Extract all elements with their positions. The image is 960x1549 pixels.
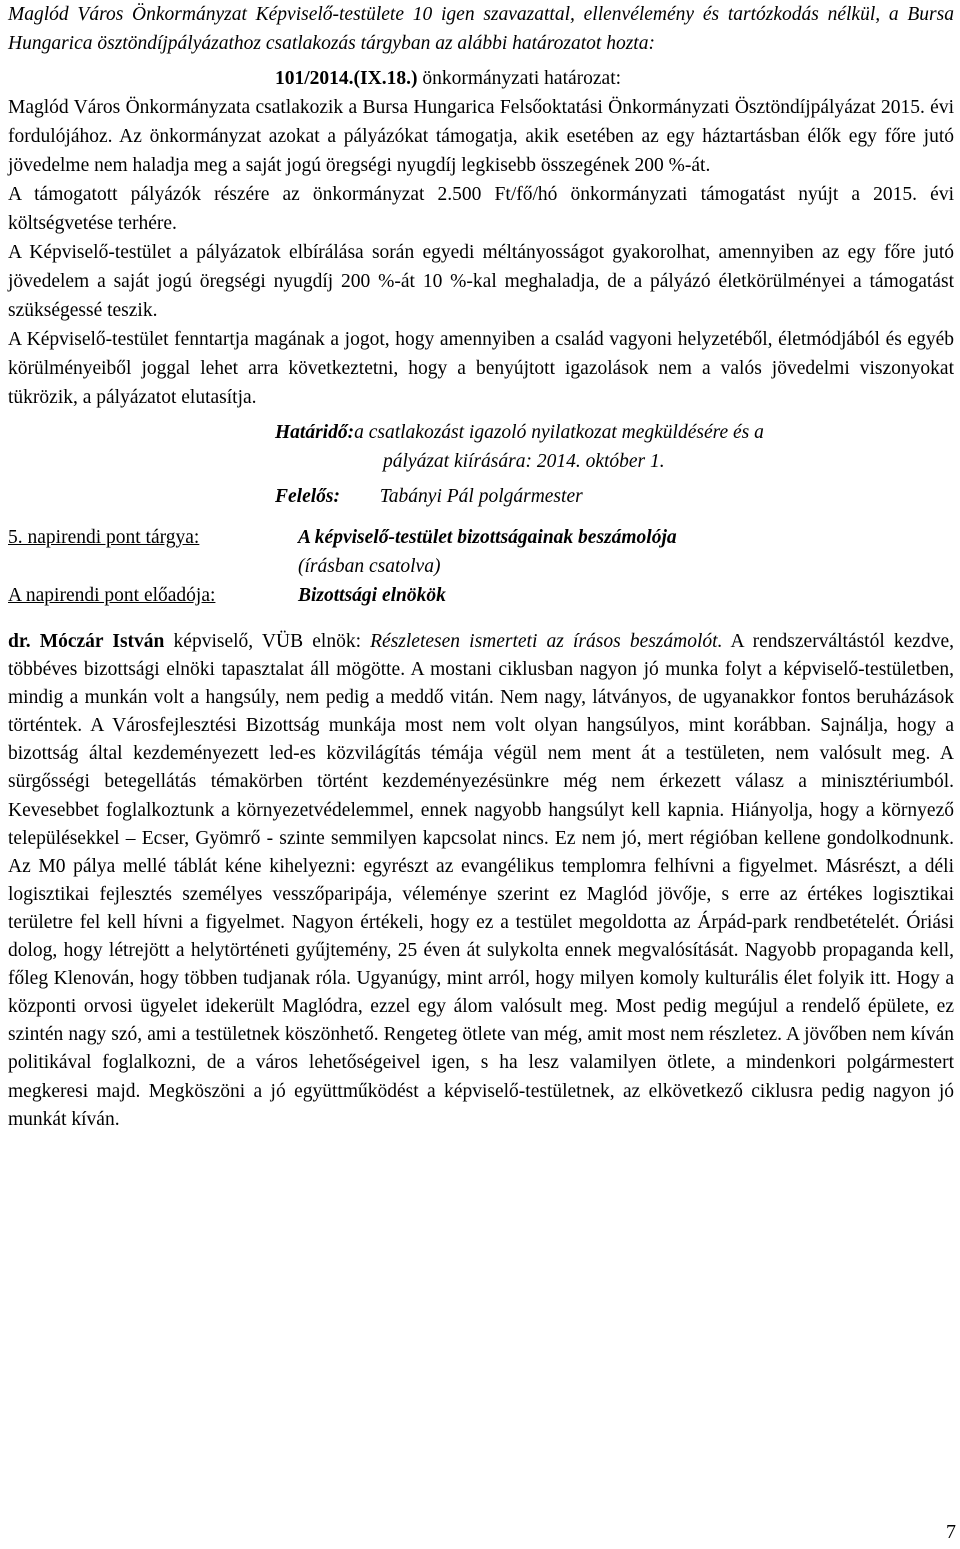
speaker-name: dr. Móczár István xyxy=(8,631,165,652)
deadline-continuation xyxy=(275,447,954,476)
minutes-paragraph xyxy=(8,628,954,1134)
agenda-item-row xyxy=(8,523,954,552)
agenda-item-note: (írásban csatolva) xyxy=(298,556,441,577)
decision-paragraph-3: A Képviselő-testület a pályázatok elbírálása során egyedi méltányosságot gyakorolhat, amennyiben az egy főre jutó jövedelem a saját jogú öregségi nyugdíj 200 %-át 10 %-kal meghaladja, de a pályázó életkörülményei a támogatást szükségessé teszik. xyxy=(8,242,954,321)
agenda-item-value: A képviselő-testület bizottságainak beszámolója xyxy=(298,527,677,548)
deadline-row xyxy=(275,418,954,447)
agenda-item-label-wrap xyxy=(8,523,298,552)
agenda-presenter-value: Bizottsági elnökök xyxy=(298,585,446,606)
agenda-presenter-label-wrap xyxy=(8,581,298,610)
agenda-presenter-label: A napirendi pont előadója: xyxy=(8,585,216,606)
page-number: 7 xyxy=(946,1521,956,1543)
deadline-label: Határidő: xyxy=(275,422,355,443)
speaker-text: A rendszerváltástól kezdve, többéves bizottsági elnöki tapasztalat áll mögötte. A mostani ciklusban nagyon jó munka folyt a képviselő-testületben, mindig a munkán volt a hangsúly, nem pedig a meddő vitán. Nem nagy, látványos, de ugyanakkor fontos beruházások történtek. A Városfejlesztési Bizottság munkája most nem volt olyan hangsúlyos, mint korábban. Sajnálja, hogy a bizottság által kezdeményezett led-es közvilágítás témája végül nem ment át a testületen, nem valósult meg. A sürgősségi betegellátás témakörben történt kezdeményezésünkre még nem érkezett válasz a minisztériumból. Kevesebbet foglalkoztunk a környezetvédelemmel, ennek nagyobb hangsúlyt kell kapnia. Hiányolja, hogy a környező településekkel – Ecser, Gyömrő - szinte semmilyen kapcsolat nincs. Ez nem jó, mert régióban kellene gondolkodnunk. Az M0 pálya mellé táblát kéne kihelyezni: egyrészt az evangélikus templomra felhívni a figyelmet. Másrészt, a déli logisztikai fejlesztés személyes vesszőparipája, véleménye szerint ez Maglód jövője, s erre az értékes logisztikai területre fel kell hívni a figyelmet. Nagyon értékeli, hogy ez a testület megoldotta az Árpád-park rendbetételét. Óriási dolog, hogy létrejött a helytörténeti gyűjtemény, 25 éven át sulykolta ennek megvalósítását. Nagyobb propaganda kell, főleg Klenován, hogy többen tudjanak róla. Ugyanúgy, mint arról, hogy milyen komoly kulturális élet folyik itt. Hogy a központi orvosi ügyelet idekerült Maglódra, ezzel egy álom valósult meg. Most pedig megújul a rendelő épülete, ez szintén nagy szó, ami a testületnek köszönhető. Rengeteg ötlete van még, amit most nem részletez. A jövőben nem kíván politikával foglalkozni, de a város lehetőségeivel igen, s ha lesz valamilyen ötlete, a mindenkori polgármestert megkeresi majd. Megköszöni a jó együttműködést a képviselő-testületnek, az elkövetkező ciklusra pedig nagyon jó munkát kíván. xyxy=(8,631,954,1130)
deadline-text-continued: pályázat kiírására: 2014. október 1. xyxy=(383,451,665,472)
speaker-lead: Részletesen ismerteti az írásos beszámolót. xyxy=(370,631,723,652)
speaker-role: képviselő, VÜB elnök: xyxy=(164,631,371,652)
responsible-label: Felelős: xyxy=(275,486,340,507)
decision-number: 101/2014.(IX.18.) xyxy=(275,68,418,89)
decision-paragraph-4: A Képviselő-testület fenntartja magának a jogot, hogy amennyiben a család vagyoni helyzetéből, életmódjából és egyéb körülményeiből joggal lehet arra következtetni, hogy a benyújtott igazolások nem a valós jövedelmi viszonyokat tükrözik, a pályázatot elutasítja. xyxy=(8,329,954,408)
intro-paragraph: Maglód Város Önkormányzat Képviselő-testülete 10 igen szavazattal, ellenvélemény és tartózkodás nélkül, a Bursa Hungarica ösztöndíjpályázathoz csatlakozás tárgyban az alábbi határozatot hozta: xyxy=(8,4,954,54)
decision-heading xyxy=(275,64,954,93)
decision-title: önkormányzati határozat: xyxy=(417,68,622,89)
agenda-block xyxy=(8,523,954,610)
decision-paragraph-2: A támogatott pályázók részére az önkormányzat 2.500 Ft/fő/hó önkormányzati támogatást nyújt a 2015. évi költségvetése terhére. xyxy=(8,184,954,234)
agenda-presenter-row xyxy=(8,581,954,610)
deadline-text: a csatlakozást igazoló nyilatkozat megküldésére és a xyxy=(354,422,764,443)
agenda-item-label: 5. napirendi pont tárgya: xyxy=(8,527,200,548)
responsible-row xyxy=(275,482,954,511)
decision-paragraph-1: Maglód Város Önkormányzata csatlakozik a Bursa Hungarica Felsőoktatási Önkormányzati Ösztöndíjpályázat 2015. évi fordulójához. Az önkormányzat azokat a pályázókat támogatja, akik esetében az egy háztartásban élők egy főre jutó jövedelme nem haladja meg a saját jogú öregségi nyugdíj legkisebb összegének 200 %-át. xyxy=(8,97,954,176)
responsible-text: Tabányi Pál polgármester xyxy=(379,486,583,507)
document-page xyxy=(8,0,954,1134)
